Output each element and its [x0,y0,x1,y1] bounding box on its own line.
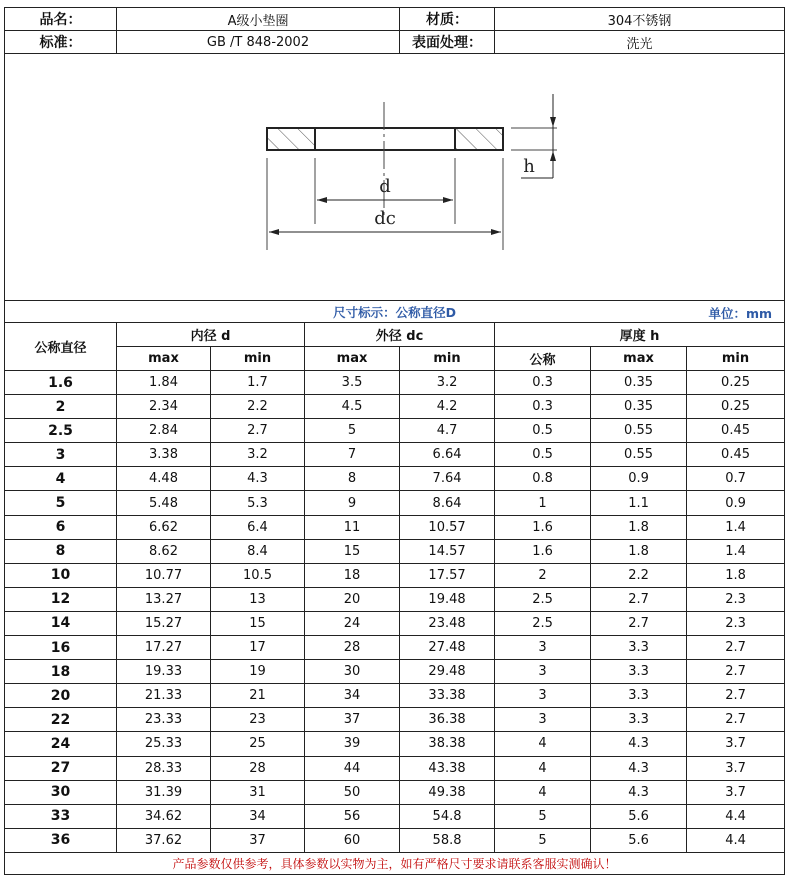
subheader: 公称 [495,347,591,371]
nominal-diameter-cell: 2 [5,395,117,419]
table-cell: 31.39 [117,780,211,804]
table-row [5,804,785,828]
subheader: min [400,347,495,371]
subheader: min [211,347,305,371]
table-cell: 34 [211,804,305,828]
table-cell: 37 [211,828,305,852]
table-cell: 1.6 [495,539,591,563]
subheader: max [305,347,400,371]
table-row [5,443,785,467]
table-cell: 2.7 [687,708,785,732]
table-cell: 1.4 [687,539,785,563]
table-cell: 0.8 [495,467,591,491]
table-cell: 1.4 [687,515,785,539]
table-cell: 4.4 [687,804,785,828]
table-cell: 1.84 [117,371,211,395]
info-row-standard [5,31,785,54]
table-cell: 3.7 [687,780,785,804]
nominal-diameter-cell: 16 [5,636,117,660]
table-cell: 4.3 [211,467,305,491]
table-cell: 2.7 [687,636,785,660]
table-cell: 11 [305,515,400,539]
table-cell: 19 [211,660,305,684]
table-row [5,780,785,804]
table-cell: 10.77 [117,563,211,587]
table-cell: 4.5 [305,395,400,419]
table-cell: 34 [305,684,400,708]
table-cell: 4.4 [687,828,785,852]
table-cell: 56 [305,804,400,828]
table-cell: 0.9 [687,491,785,515]
table-row [5,395,785,419]
table-row [5,756,785,780]
table-cell: 2.2 [211,395,305,419]
table-cell: 5.6 [591,828,687,852]
table-row [5,708,785,732]
table-cell: 3.3 [591,684,687,708]
table-cell: 39 [305,732,400,756]
table-cell: 17.27 [117,636,211,660]
washer-diagram [5,54,785,301]
table-row [5,491,785,515]
table-cell: 33.38 [400,684,495,708]
table-row [5,515,785,539]
table-cell: 3 [495,636,591,660]
nominal-diameter-cell: 22 [5,708,117,732]
table-cell: 4 [495,780,591,804]
nominal-diameter-cell: 14 [5,611,117,635]
nominal-diameter-cell: 5 [5,491,117,515]
product-name-label: 品名： [5,8,117,31]
table-row [5,419,785,443]
table-cell: 3.38 [117,443,211,467]
diagram-row [5,54,785,301]
table-cell: 2.7 [591,587,687,611]
nominal-diameter-cell: 4 [5,467,117,491]
table-cell: 4.3 [591,756,687,780]
table-cell: 8 [305,467,400,491]
table-cell: 1.8 [591,539,687,563]
table-cell: 2.84 [117,419,211,443]
table-cell: 0.35 [591,395,687,419]
table-cell: 1.8 [591,515,687,539]
table-cell: 19.33 [117,660,211,684]
table-cell: 8.62 [117,539,211,563]
table-cell: 25 [211,732,305,756]
table-cell: 43.38 [400,756,495,780]
header-row-1 [5,323,785,347]
table-row [5,828,785,852]
nominal-diameter-cell: 27 [5,756,117,780]
nominal-diameter-cell: 1.6 [5,371,117,395]
table-cell: 28 [211,756,305,780]
standard-label: 标准： [5,31,117,54]
table-cell: 34.62 [117,804,211,828]
nominal-diameter-cell: 2.5 [5,419,117,443]
table-cell: 0.5 [495,443,591,467]
table-cell: 6.4 [211,515,305,539]
table-cell: 5.6 [591,804,687,828]
table-cell: 49.38 [400,780,495,804]
data-body [5,371,785,853]
table-cell: 2.5 [495,611,591,635]
table-cell: 18 [305,563,400,587]
table-row [5,563,785,587]
nominal-diameter-cell: 3 [5,443,117,467]
table-cell: 3 [495,660,591,684]
table-cell: 2.3 [687,611,785,635]
table-cell: 0.35 [591,371,687,395]
table-cell: 4.48 [117,467,211,491]
table-cell: 2.3 [687,587,785,611]
product-name-value: A级小垫圈 [117,8,400,31]
header-row-2 [5,347,785,371]
table-cell: 0.5 [495,419,591,443]
table-cell: 3.3 [591,636,687,660]
nominal-diameter-cell: 20 [5,684,117,708]
table-cell: 2.2 [591,563,687,587]
table-cell: 28.33 [117,756,211,780]
table-cell: 3 [495,708,591,732]
subheader: max [117,347,211,371]
nominal-diameter-cell: 6 [5,515,117,539]
nominal-diameter-cell: 24 [5,732,117,756]
table-row [5,371,785,395]
table-cell: 30 [305,660,400,684]
table-cell: 1.1 [591,491,687,515]
table-cell: 4.2 [400,395,495,419]
table-cell: 1 [495,491,591,515]
section-title: 尺寸标示：公称直径D [333,304,456,320]
table-cell: 3.5 [305,371,400,395]
inner-diameter-header: 内径 d [117,323,305,347]
table-cell: 4.3 [591,732,687,756]
table-cell: 38.38 [400,732,495,756]
table-cell: 2.7 [211,419,305,443]
table-cell: 5 [495,804,591,828]
table-row [5,732,785,756]
table-cell: 3.7 [687,756,785,780]
table-cell: 10.57 [400,515,495,539]
table-cell: 3.3 [591,708,687,732]
table-cell: 0.9 [591,467,687,491]
table-cell: 10.5 [211,563,305,587]
outer-diameter-header: 外径 dc [305,323,495,347]
nominal-diameter-cell: 33 [5,804,117,828]
table-cell: 0.45 [687,419,785,443]
table-cell: 15 [305,539,400,563]
table-cell: 37 [305,708,400,732]
table-cell: 2.7 [687,660,785,684]
standard-value: GB /T 848-2002 [117,31,400,54]
surface-label: 表面处理： [400,31,495,54]
spec-sheet [4,7,784,875]
nominal-diameter-cell: 36 [5,828,117,852]
table-cell: 4.7 [400,419,495,443]
table-cell: 0.25 [687,371,785,395]
table-row [5,587,785,611]
material-label: 材质： [400,8,495,31]
table-row [5,539,785,563]
footer-row [5,852,785,874]
table-cell: 3.2 [400,371,495,395]
table-cell: 20 [305,587,400,611]
table-cell: 2.7 [687,684,785,708]
table-cell: 21 [211,684,305,708]
table-cell: 21.33 [117,684,211,708]
table-row [5,684,785,708]
nominal-diameter-header: 公称直径 [5,323,117,371]
table-cell: 4.3 [591,780,687,804]
table-cell: 54.8 [400,804,495,828]
table-cell: 4 [495,756,591,780]
table-cell: 25.33 [117,732,211,756]
table-cell: 7.64 [400,467,495,491]
table-cell: 8.4 [211,539,305,563]
table-cell: 9 [305,491,400,515]
nominal-diameter-cell: 10 [5,563,117,587]
table-cell: 2.34 [117,395,211,419]
info-row-name [5,8,785,31]
svg-text:h: h [523,156,535,177]
table-row [5,611,785,635]
table-cell: 8.64 [400,491,495,515]
table-cell: 0.55 [591,443,687,467]
table-cell: 5 [495,828,591,852]
table-cell: 0.3 [495,371,591,395]
table-cell: 37.62 [117,828,211,852]
table-cell: 2.5 [495,587,591,611]
table-cell: 15 [211,611,305,635]
table-cell: 6.64 [400,443,495,467]
table-row [5,636,785,660]
table-cell: 23 [211,708,305,732]
table-cell: 1.7 [211,371,305,395]
table-cell: 31 [211,780,305,804]
table-cell: 2.7 [591,611,687,635]
table-row [5,660,785,684]
table-cell: 60 [305,828,400,852]
table-cell: 5.3 [211,491,305,515]
table-cell: 19.48 [400,587,495,611]
table-cell: 0.45 [687,443,785,467]
table-cell: 3 [495,684,591,708]
table-cell: 1.6 [495,515,591,539]
table-cell: 6.62 [117,515,211,539]
nominal-diameter-cell: 12 [5,587,117,611]
svg-text:dc: dc [374,208,396,229]
table-cell: 0.3 [495,395,591,419]
table-cell: 2 [495,563,591,587]
nominal-diameter-cell: 8 [5,539,117,563]
table-cell: 3.3 [591,660,687,684]
table-cell: 5.48 [117,491,211,515]
table-cell: 36.38 [400,708,495,732]
thickness-header: 厚度 h [495,323,785,347]
surface-value: 洗光 [495,31,785,54]
section-row [5,301,785,323]
nominal-diameter-cell: 30 [5,780,117,804]
table-cell: 17 [211,636,305,660]
spec-table [4,7,785,875]
table-cell: 23.33 [117,708,211,732]
table-cell: 44 [305,756,400,780]
section-header [5,301,785,323]
table-row [5,467,785,491]
subheader: max [591,347,687,371]
material-value: 304不锈钢 [495,8,785,31]
table-cell: 13 [211,587,305,611]
washer-drawing-icon [5,54,783,300]
table-cell: 24 [305,611,400,635]
table-cell: 1.8 [687,563,785,587]
table-cell: 23.48 [400,611,495,635]
table-cell: 5 [305,419,400,443]
nominal-diameter-cell: 18 [5,660,117,684]
table-cell: 7 [305,443,400,467]
table-cell: 15.27 [117,611,211,635]
table-cell: 0.7 [687,467,785,491]
table-cell: 0.55 [591,419,687,443]
table-cell: 3.2 [211,443,305,467]
table-cell: 14.57 [400,539,495,563]
disclaimer-note: 产品参数仅供参考，具体参数以实物为主，如有严格尺寸要求请联系客服实测确认！ [5,852,785,874]
table-cell: 29.48 [400,660,495,684]
table-cell: 4 [495,732,591,756]
unit-label: 单位：mm [708,306,773,321]
table-cell: 28 [305,636,400,660]
table-cell: 13.27 [117,587,211,611]
table-cell: 3.7 [687,732,785,756]
table-cell: 0.25 [687,395,785,419]
table-cell: 50 [305,780,400,804]
subheader: min [687,347,785,371]
table-cell: 58.8 [400,828,495,852]
svg-text:d: d [379,176,391,197]
table-cell: 27.48 [400,636,495,660]
table-cell: 17.57 [400,563,495,587]
